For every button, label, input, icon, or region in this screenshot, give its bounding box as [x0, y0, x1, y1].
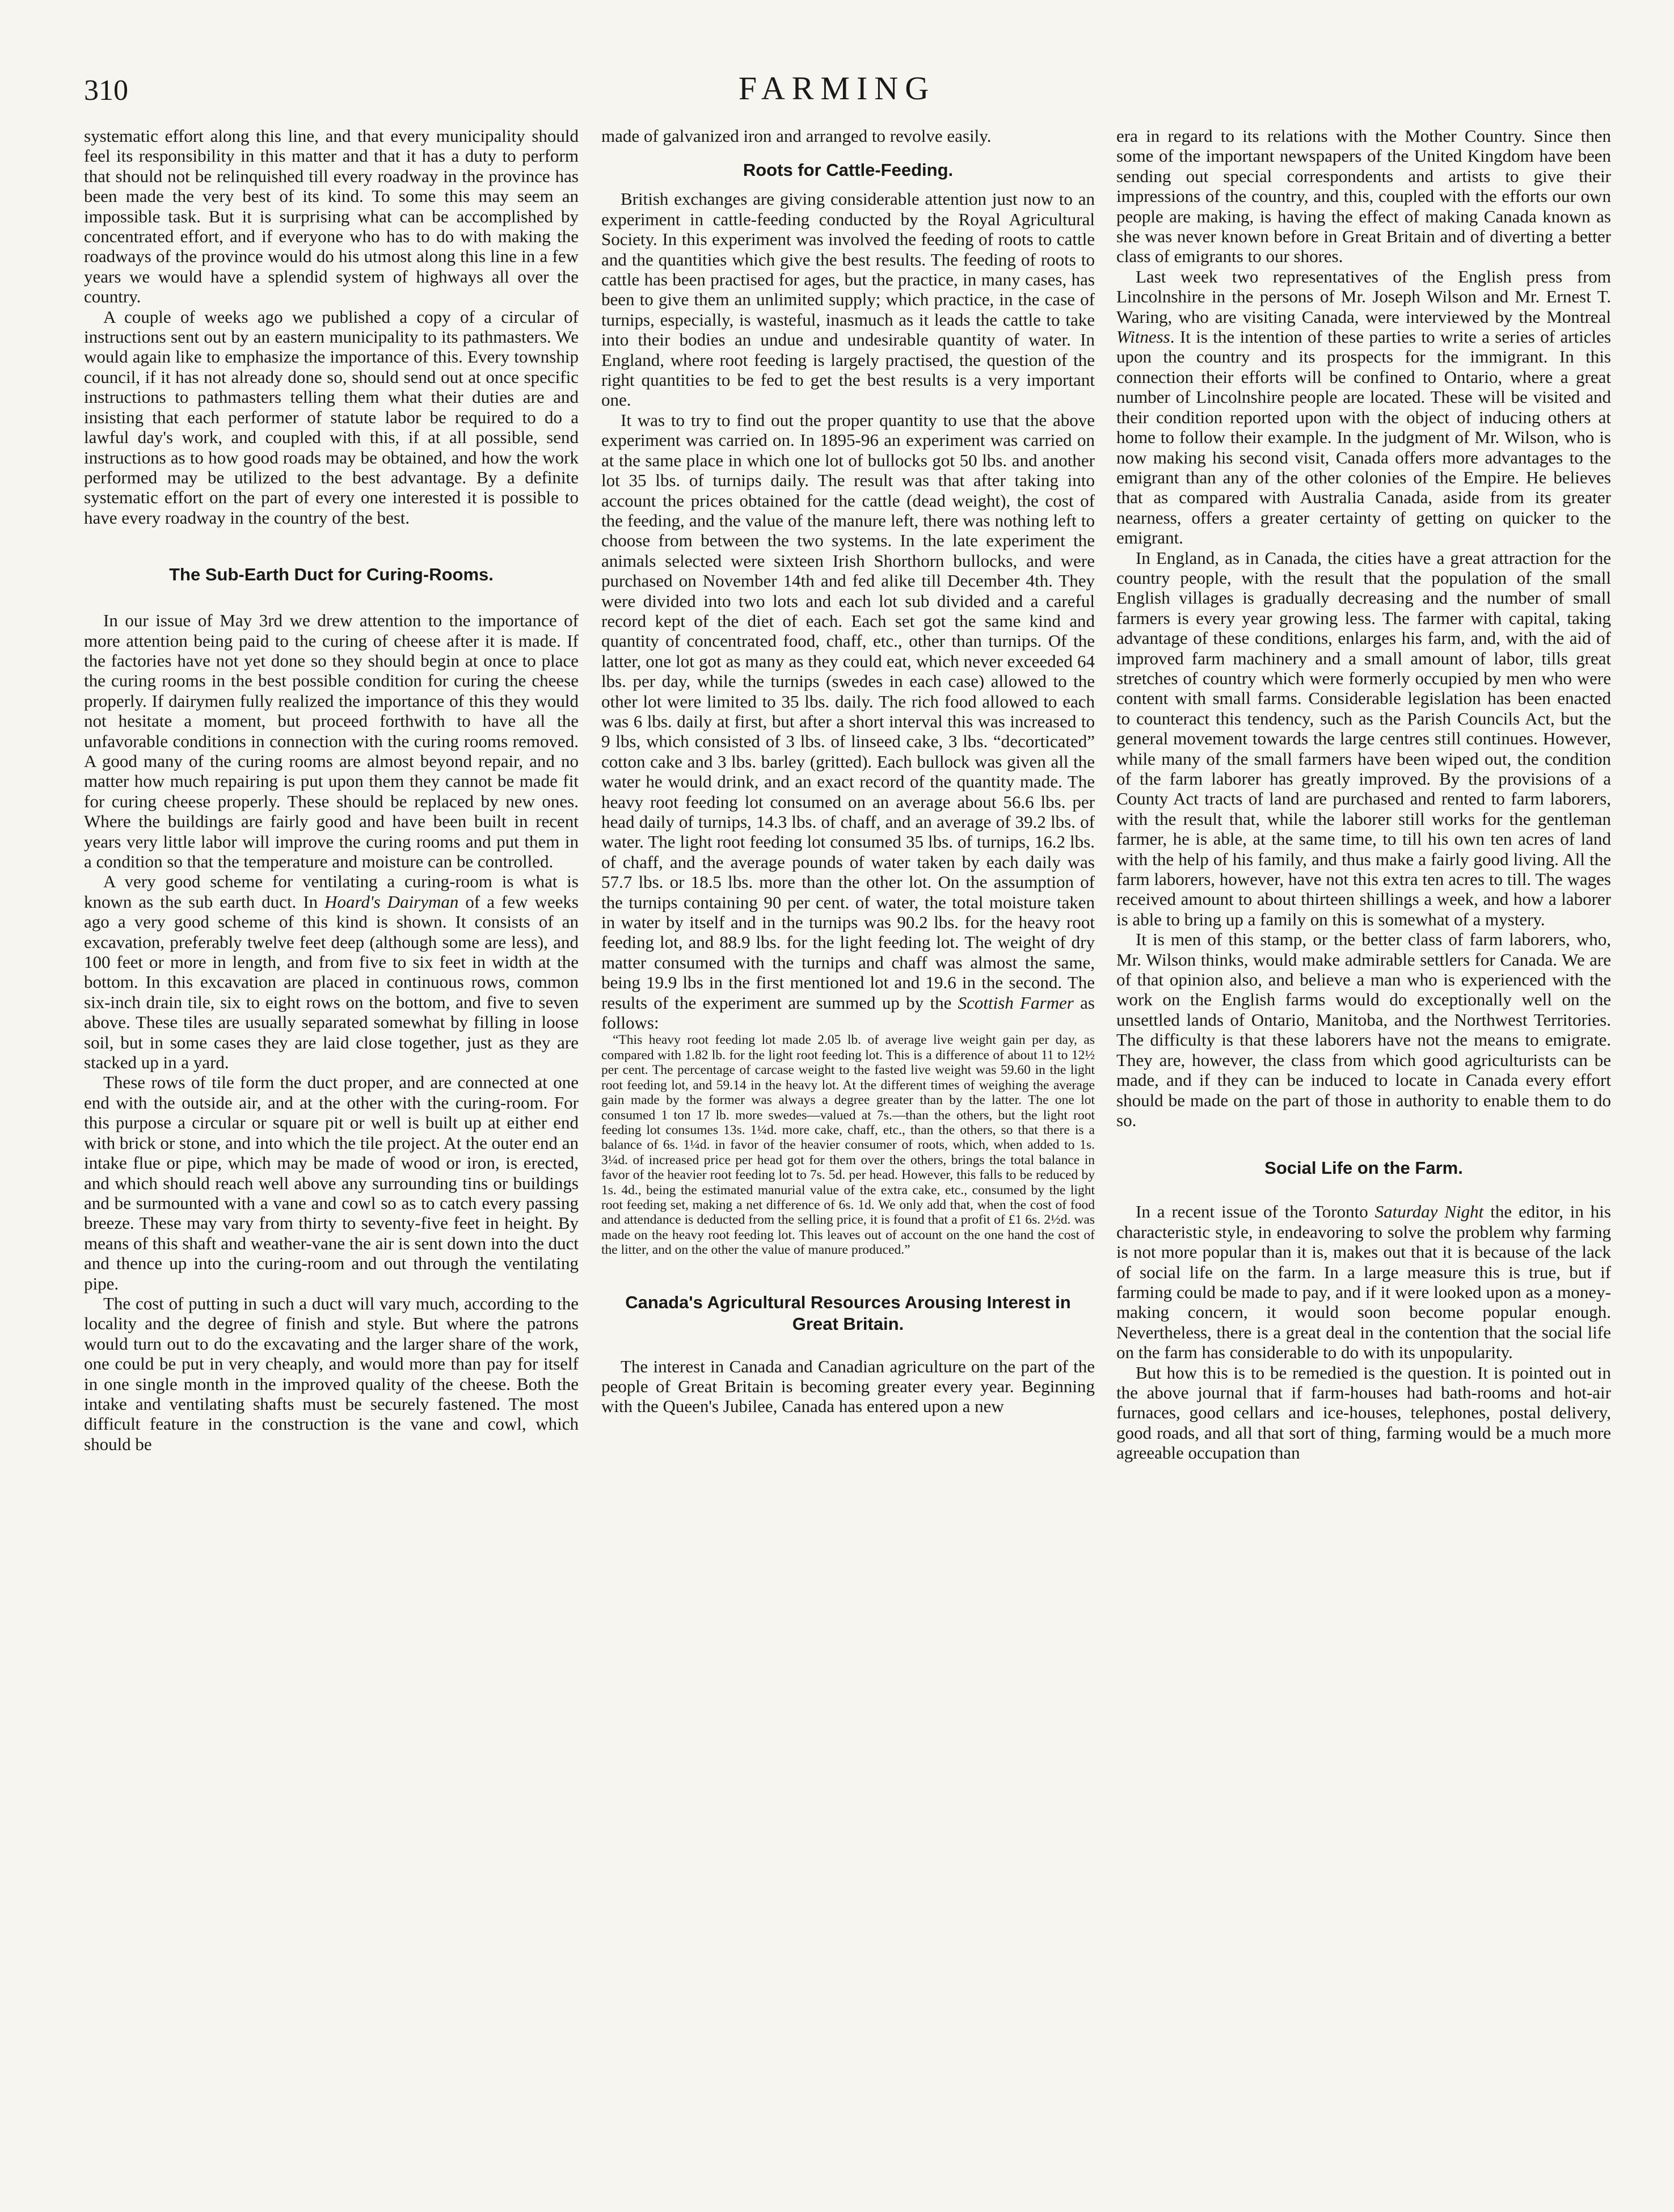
section-heading: Roots for Cattle-Feeding. [743, 160, 954, 180]
paragraph: era in regard to its relations with the Mother Country. Since then some of the important newspapers of the United Kingdom have been sending out special correspondents and artists to give their impressions of the country, and this, coupled with the efforts our own people are making, is having the effect of making Canada known as she was never known before in Great Britain and of diverting a better class of emigrants to our shores. [1116, 126, 1611, 267]
quotation [601, 1033, 1095, 1257]
paragraph: It was to try to find out the proper quantity to use that the above experiment was carried on. In 1895-96 an experiment was carried on at the same place in which one lot of bullocks got 50 lbs. and another lot 35 lbs. of turnips daily. The result was that after taking into account the prices obtained for the cattle (dead weight), the cost of the feeding, and the value of the manure left, there was nothing left to choose from between the two systems. In the late experiment the animals selected were sixteen Irish Shorthorn bullocks, and were purchased on November 14th and fed alike till December 4th. They were divided into two lots and each lot sub divided and a careful record kept of the diet of each. Each set got the same kind and quantity of concentrated food, chaff, etc., other than turnips. Of the latter, one lot got as many as they could eat, which never exceeded 64 lbs. per day, while the turnips (swedes in each case) allowed to the other lot were limited to 35 lbs. daily. The rich food allowed to each was 6 lbs. daily at first, but after a short interval this was increased to 9 lbs, which consisted of 3 lbs. of linseed cake, 3 lbs. “decorticated” cotton cake and 3 lbs. barley (gritted). Each bullock was given all the water he would drink, and an exact record of the quantity made. The heavy root feeding lot consumed on an average about 56.6 lbs. per head daily of turnips, 14.3 lbs. of chaff, and an average of 39.2 lbs. of water. The light root feeding lot consumed 35 lbs. of turnips, 16.2 lbs. of chaff, and the average pounds of water taken by each daily was 57.7 lbs. or 18.5 lbs. more than the other lot. On the assumption of the turnips containing 90 per cent. of water, the total moisture taken in water by itself and in the turnips was 90.2 lbs. for the heavy root feeding lot, and 88.9 lbs. for the light feeding lot. The weight of dry matter consumed with the turnips and chaff was almost the same, being 19.9 lbs in the first mentioned lot and 19.6 in the second. The results of the experiment are summed up by the Scottish Farmer as follows: [601, 410, 1095, 1033]
paragraph: In a recent issue of the Toronto Saturday Night the editor, in his characteristic style, in endeavoring to solve the problem why farming is not more popular than it is, makes out that it is because of the lack of social life on the farm. In a large measure this is true, but if farming could be made to pay, and if it were looked upon as a money-making concern, it would soon become popular enough. Nevertheless, there is a great deal in the contention that the social life on the farm has considerable to do with its unpopularity. [1116, 1202, 1611, 1363]
page-number: 310 [84, 74, 128, 107]
paragraph: In England, as in Canada, the cities have a great attraction for the country people, with the result that the population of the small English villages is gradually decreasing and the number of small farmers is every year growing less. The farmer with capital, taking advantage of these conditions, enlarges his farm, and, with the aid of improved farm machinery and a small amount of labor, tills great stretches of country which were formerly occupied by men who were content with small farms. Considerable legislation has been enacted to counteract this tendency, such as the Parish Councils Act, but the general movement towards the large centres still continues. However, while many of the small farmers have been wiped out, the condition of the farm laborer has greatly improved. By the provisions of a County Act tracts of land are purchased and rented to farm laborers, with the result that, while the laborer still works for the gentleman farmer, he is able, at the same time, to till his own ten acres of land with the help of his family, and thus make a fairly good living. All the farm laborers, however, have not this extra ten acres to till. The wages received amount to about thirteen shillings a week, and how a laborer is able to bring up a family on this is somewhat of a mystery. [1116, 547, 1611, 929]
paragraph: A couple of weeks ago we published a copy of a circular of instructions sent out by an eastern municipality to its pathmasters. We would again like to emphasize the importance of this. Every township council, if it has not already done so, should send out at once specific instructions to pathmasters telling them what their duties are and insisting that each performer of statute labor be required to do a lawful day's work, and coupled with this, if at all possible, send instructions as to how good roads may be obtained, and how the work performed may be utilized to the best advantage. By a definite systematic effort on the part of every one interested it is possible to have every roadway in the country of the best. [84, 306, 579, 528]
column-1 [84, 126, 579, 1454]
paragraph: The cost of putting in such a duct will vary much, according to the locality and the degree of finish and style. But where the patrons would turn out to do the excavating and the larger share of the work, one could be put in very cheaply, and would more than pay for itself in one single month in the improved quality of the cheese. Both the intake and ventilating shafts must be securely fastened. The most difficult feature in the construction is the vane and cowl, which should be [84, 1293, 579, 1454]
paragraph: British exchanges are giving considerable attention just now to an experiment in cattle-feeding conducted by the Royal Agricultural Society. In this experiment was involved the feeding of roots to cattle and the quantities which give the best results. The feeding of roots to cattle has been practised for ages, but the practice, in many cases, has been to give them an unlimited supply; which practice, in the case of turnips, especially, is wasteful, inasmuch as it leads the cattle to take into their bodies an undue and undesirable quantity of water. In England, where root feeding is largely practised, the question of the right quantities to be fed to get the best results is a very important one. [601, 189, 1095, 410]
paragraph: It is men of this stamp, or the better class of farm laborers, who, Mr. Wilson thinks, would make admirable settlers for Canada. We are of that opinion also, and believe a man who is experienced with the work on the English farms would do exceptionally well on the unsettled lands of Ontario, Manitoba, and the Northwest Territories. The difficulty is that these laborers have not the means to emigrate. They are, however, the class from which good agriculturists can be made, and if they can be induced to locate in Canada every effort should be made on the part of those in authority to enable them to do so. [1116, 929, 1611, 1130]
paragraph: made of galvanized iron and arranged to revolve easily. [601, 126, 992, 146]
section-heading: The Sub-Earth Duct for Curing-Rooms. [169, 564, 494, 585]
paragraph: But how this is to be remedied is the question. It is pointed out in the above journal that if farm-houses had bath-rooms and hot-air furnaces, good cellars and ice-houses, telephones, postal delivery, good roads, and all that sort of thing, farming would be a much more agreeable occupation than [1116, 1362, 1611, 1463]
quote-text: “This heavy root feeding lot made 2.05 lb. of average live weight gain per day, as compared with 1.82 lb. for the light root feeding lot. This is a difference of about 11 to 12½ per cent. The percentage of carcase weight to the fasted live weight was 59.60 in the light root feeding lot, and 59.14 in the heavy lot. At the different times of weighing the average gain made by the former was always a degree greater than by the latter. The one lot consumed 1 ton 17 lb. more swedes—valued at 7s.—than the others, but the light root feeding lot consumes 13s. 1¼d. more cake, chaff, etc., than the others, so that there is a balance of 6s. 1¼d. in favor of the heavier consumer of roots, which, when added to 1s. 3¼d. of increased price per head got for them over the others, brings the total balance in favor of the heavier root feeding lot to 7s. 5d. per head. However, this falls to be reduced by 1s. 4d., being the estimated manurial value of the extra cake, etc., consumed by the light root feeding set, making a net difference of 6s. 1d. We only add that, when the cost of food and attendance is deducted from the selling price, it is found that a profit of £1 6s. 2½d. was made on the heavy root feeding lot. This leaves out of account on the one hand the cost of the litter, and on the other the value of manure produced.” [601, 1033, 1095, 1258]
paragraph: A very good scheme for ventilating a curing-room is what is known as the sub earth duct. In Hoard's Dairyman of a few weeks ago a very good scheme of this kind is shown. It consists of an excavation, preferably twelve feet deep (although some are less), and 100 feet or more in length, and from five to six feet in width at the bottom. In this excavation are placed in continuous rows, common six-inch drain tile, six to eight rows on the bottom, and five to seven above. These tiles are usually separated somewhat by filling in loose soil, but in some cases they are laid close together, just as they are stacked up in a yard. [84, 871, 579, 1073]
section-heading: Social Life on the Farm. [1264, 1158, 1463, 1178]
column-2 [601, 126, 1095, 1417]
section-heading: Canada's Agricultural Resources Arousing Interest in Great Britain. [625, 1292, 1071, 1334]
paragraph: The interest in Canada and Canadian agriculture on the part of the people of Great Britain is becoming greater every year. Beginning with the Queen's Jubilee, Canada has entered upon a new [601, 1356, 1095, 1417]
paragraph: Last week two representatives of the English press from Lincolnshire in the persons of Mr. Joseph Wilson and Mr. Ernest T. Waring, who are visiting Canada, were interviewed by the Montreal Witness. It is the intention of these parties to write a series of articles upon the country and its prospects for the immigrant. In this connection their efforts will be confined to Ontario, where a great number of Lincolnshire people are located. These will be visited and their condition reported upon with the object of inducing others at home to follow their example. In the judgment of Mr. Wilson, who is now making his second visit, Canada offers more advantages to the emigrant than any of the other colonies of the Empire. He believes that as compared with Australia Canada, aside from its greater nearness, offers a greater certainty of getting on quicker to the emigrant. [1116, 266, 1611, 548]
paragraph: systematic effort along this line, and that every municipality should feel its responsibility in this matter and that it has a duty to perform that should not be relinquished till every roadway in the province has been made the very best of its kind. To some this may seem an impossible task. But it is surprising what can be accomplished by concentrated effort, and if everyone who has to do with making the roadways of the province would do his utmost along this line in a few years we would have a splendid system of highways all over the country. [84, 126, 579, 307]
running-head: FARMING [738, 70, 936, 107]
column-3 [1116, 126, 1611, 1463]
paragraph: These rows of tile form the duct proper, and are connected at one end with the outside air, and at the other with the curing-room. For this purpose a circular or square pit or well is built up at either end with brick or stone, and into which the tile project. At the outer end an intake flue or pipe, which may be made of wood or iron, is erected, and which should reach well above any surrounding tins or buildings and be surmounted with a vane and cowl so as to catch every passing breeze. These may vary from thirty to seventy-five feet in height. By means of this shaft and weather-vane the air is sent down into the duct and thence up into the curing-room and out through the ventilating pipe. [84, 1072, 579, 1294]
paragraph: In our issue of May 3rd we drew attention to the importance of more attention being paid to the curing of cheese after it is made. If the factories have not yet done so they should begin at once to place the curing rooms in the best possible condition for curing the cheese properly. If dairymen fully realized the importance of this they would not hesitate a moment, but proceed forthwith to have all the unfavorable conditions in connection with the curing rooms removed. A good many of the curing rooms are almost beyond repair, and no matter how much repairing is put upon them they cannot be made fit for curing cheese properly. These should be replaced by new ones. Where the buildings are fairly good and have been built in recent years very little labor will improve the curing rooms and put them in a condition so that the temperature and moisture can be controlled. [84, 610, 579, 871]
